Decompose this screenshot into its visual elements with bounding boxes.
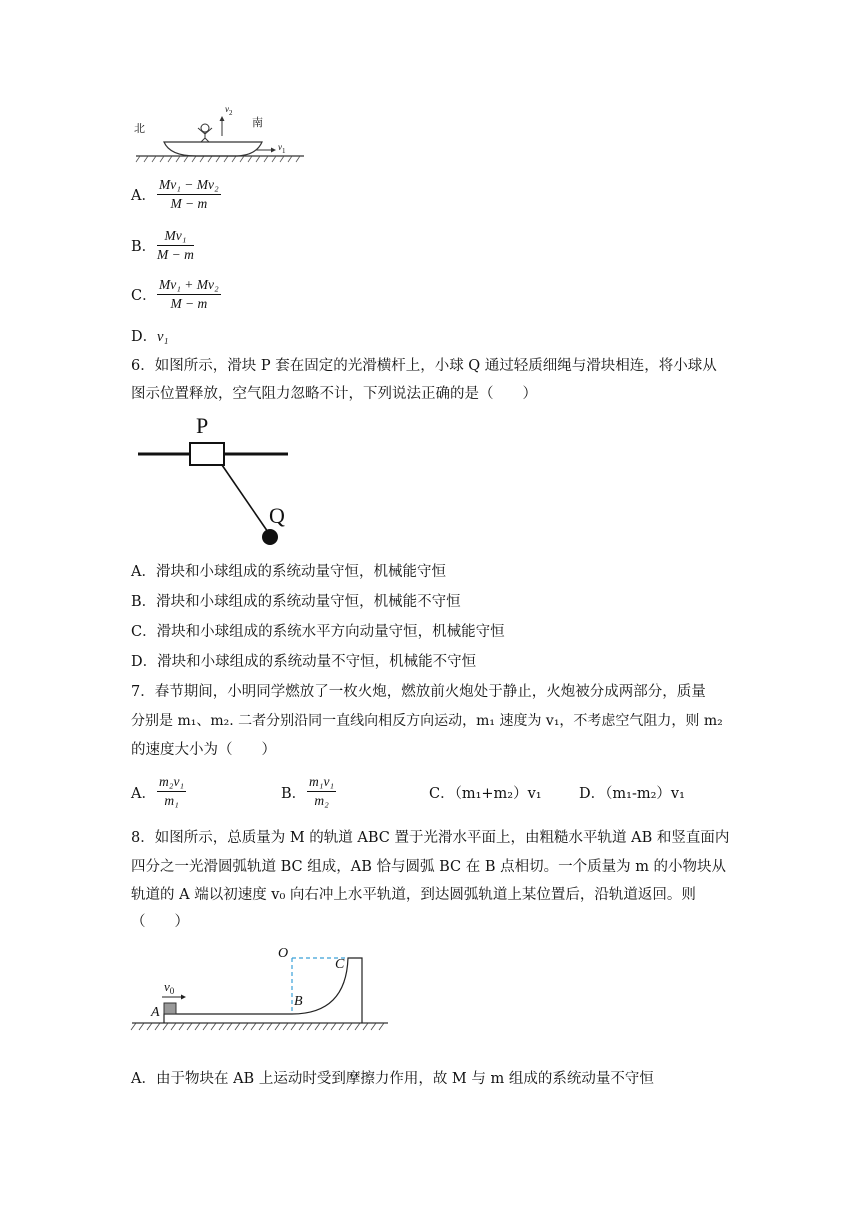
label-o: O — [278, 946, 289, 961]
q7-option-b-label: B． — [281, 786, 307, 802]
q6-line-1: 6．如图所示，滑块 P 套在固定的光滑横杆上，小球 Q 通过轻质细绳与滑块相连，将小球从 — [131, 358, 717, 374]
q5-option-b-label: B． — [131, 239, 157, 255]
q7-option-c[interactable]: C．（m₁+m₂）v₁ — [429, 786, 542, 802]
label-q: Q — [269, 503, 285, 528]
north-label: 北 — [134, 122, 145, 135]
q8-line-4: （ ） — [131, 914, 189, 930]
q7-line-3: 的速度大小为（ ） — [131, 742, 276, 758]
q5-option-a-fraction: $\frac{\text{Mv₁ − Mv₂}}{M - m}$ — [159, 177, 219, 211]
q5-option-b-fraction: $\frac{\text{Mv₁}}{M - m}$ — [157, 228, 194, 262]
label-p: P — [196, 413, 209, 438]
q5-option-c-fraction: $\frac{\text{Mv₁ + Mv₂}}{M - m}$ — [159, 277, 219, 311]
v1-label: $v_1$ — [278, 142, 286, 155]
q5-option-c-label: C． — [131, 288, 157, 304]
label-c: C — [335, 957, 345, 972]
q8-line-2: 四分之一光滑圆弧轨道 BC 组成，AB 恰与圆弧 BC 在 B 点相切。一个质量为 m 的小物块从 — [131, 859, 727, 875]
q8-line-3: 轨道的 A 端以初速度 v₀ 向右冲上水平轨道，到达圆弧轨道上某位置后，沿轨道返回。则 — [131, 887, 696, 903]
q5-option-d-text: v₁ — [157, 329, 169, 345]
q6-option-d[interactable]: D．滑块和小球组成的系统动量不守恒，机械能不守恒 — [131, 654, 477, 670]
q7-option-d[interactable]: D．（m₁-m₂）v₁ — [579, 786, 685, 802]
q6-option-b[interactable]: B．滑块和小球组成的系统动量守恒，机械能不守恒 — [131, 594, 461, 610]
south-label: 南 — [252, 116, 263, 129]
q7-option-b-fraction: $\frac{\text{m₁v₁}}{\text{m₂}}$ — [309, 774, 335, 808]
q7-line-1: 7．春节期间，小明同学燃放了一枚火炮，燃放前火炮处于静止，火炮被分成两部分，质量 — [131, 684, 706, 700]
q7-option-a-label: A． — [131, 786, 156, 802]
label-b: B — [294, 994, 303, 1009]
q7-option-a-fraction: $\frac{\text{m₂v₁}}{\text{m₁}}$ — [159, 774, 185, 808]
q5-option-a-label: A． — [131, 188, 156, 204]
track-figure — [130, 944, 392, 1036]
slider-pendulum-figure — [134, 412, 304, 552]
q6-line-2: 图示位置释放，空气阻力忽略不计，下列说法正确的是（ ） — [131, 386, 537, 402]
q8-line-1: 8．如图所示，总质量为 M 的轨道 ABC 置于光滑水平面上，由粗糙水平轨道 AB 和竖直面内 — [131, 830, 730, 846]
boat-figure — [134, 104, 306, 168]
label-v0: $v_0$ — [164, 979, 175, 996]
q8-option-a[interactable]: A．由于物块在 AB 上运动时受到摩擦力作用，故 M 与 m 组成的系统动量不守恒 — [131, 1071, 654, 1087]
q6-option-a[interactable]: A．滑块和小球组成的系统动量守恒，机械能守恒 — [131, 564, 446, 580]
label-a: A — [151, 1005, 160, 1020]
q6-option-c[interactable]: C．滑块和小球组成的系统水平方向动量守恒，机械能守恒 — [131, 624, 505, 640]
v2-label: $v_2$ — [225, 104, 233, 117]
q7-line-2: 分别是 m₁、m₂. 二者分别沿同一直线向相反方向运动，m₁ 速度为 v₁，不考虑空气阻力，则 m₂ — [131, 713, 723, 729]
q5-option-d-label: D． — [131, 329, 158, 345]
